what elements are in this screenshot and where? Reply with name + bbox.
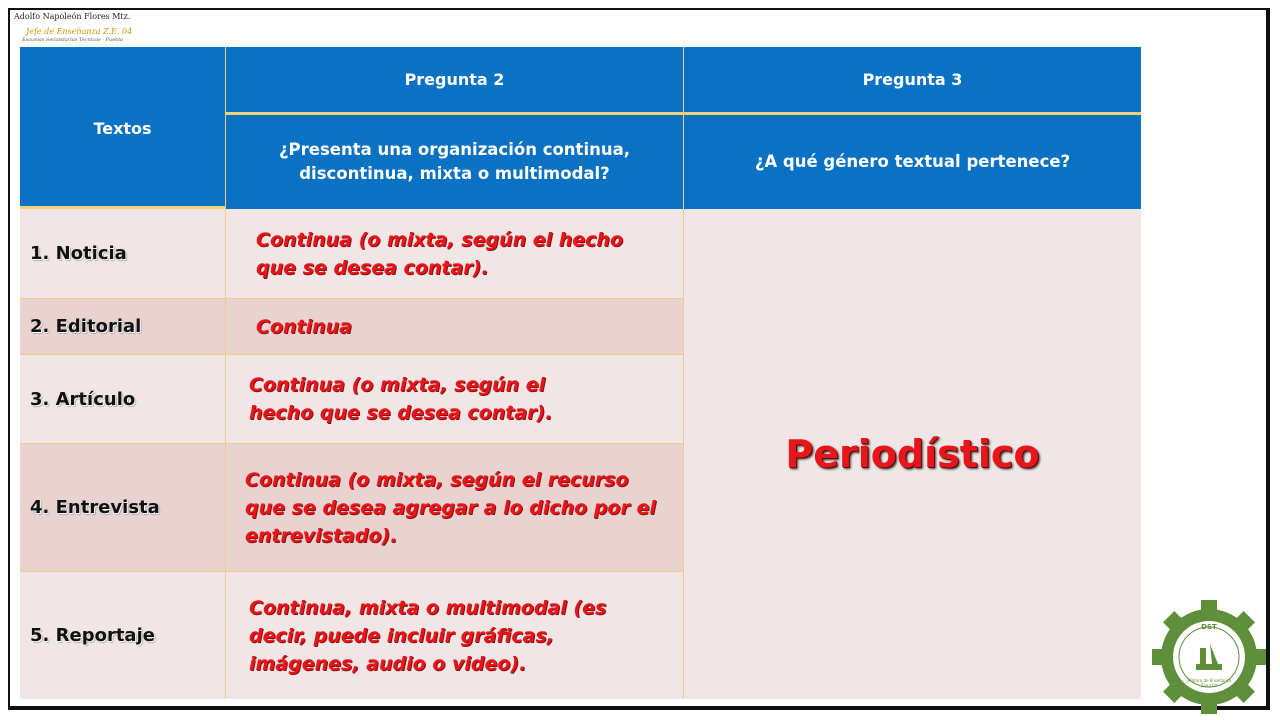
answer-reportaje-text: Continua, mixta o multimodal (es decir, puede incluir gráficas, imágenes, audio o video). — [249, 596, 607, 675]
row-label-entrevista: 4. Entrevista — [20, 443, 225, 571]
logo-brand: Adolfo Napoleón Flores Mtz. — [14, 12, 131, 21]
texts-table — [20, 47, 1141, 699]
answer-noticia-text: Continua (o mixta, según el hecho que se desea contar). — [256, 228, 623, 279]
gear-seal-icon — [1150, 598, 1268, 716]
header-pregunta-3 — [683, 47, 1141, 115]
header-pregunta-2 — [225, 47, 683, 115]
seal-bottom-text: Jefatura de Enseñanza Zona 04 — [1186, 678, 1232, 688]
answer-articulo — [225, 354, 683, 443]
answer-articulo-text: Continua (o mixta, según el hecho que se desea contar). — [249, 374, 553, 424]
logo-subtitle-small: Escuelas Secundarias Técnicas · Puebla — [22, 37, 123, 43]
answer-entrevista — [225, 443, 683, 571]
row-label-reportaje: 5. Reportaje — [20, 571, 225, 699]
question-3-text: ¿A qué género textual pertenece? — [754, 152, 1071, 171]
question-2 — [225, 115, 683, 209]
answer-editorial-text: Continua — [256, 315, 352, 338]
header-pregunta-2-label: Pregunta 2 — [404, 70, 505, 89]
answer-reportaje — [225, 571, 683, 699]
question-2-text: ¿Presenta una organización continua, discontinua, mixta o multimodal? — [278, 140, 630, 183]
header-pregunta-3-label: Pregunta 3 — [862, 70, 963, 89]
seal-top-text: DST — [1201, 623, 1217, 631]
answer-editorial — [225, 298, 683, 354]
answer-periodistico-text: Periodístico — [785, 432, 1040, 476]
author-logo — [14, 12, 133, 46]
header-textos-label: Textos — [93, 118, 152, 138]
answer-genero-textual — [683, 209, 1141, 699]
row-label-noticia: 1. Noticia — [20, 209, 225, 298]
answer-noticia — [225, 209, 683, 298]
question-3 — [683, 115, 1141, 209]
row-label-editorial: 2. Editorial — [20, 298, 225, 354]
answer-entrevista-text: Continua (o mixta, según el recurso que se desea agregar a lo dicho por el entrevistado). — [245, 468, 656, 547]
header-textos — [20, 47, 225, 209]
row-label-articulo: 3. Artículo — [20, 354, 225, 443]
logo-subtitle: Jefe de Enseñanza Z.E. 04 — [26, 27, 133, 36]
